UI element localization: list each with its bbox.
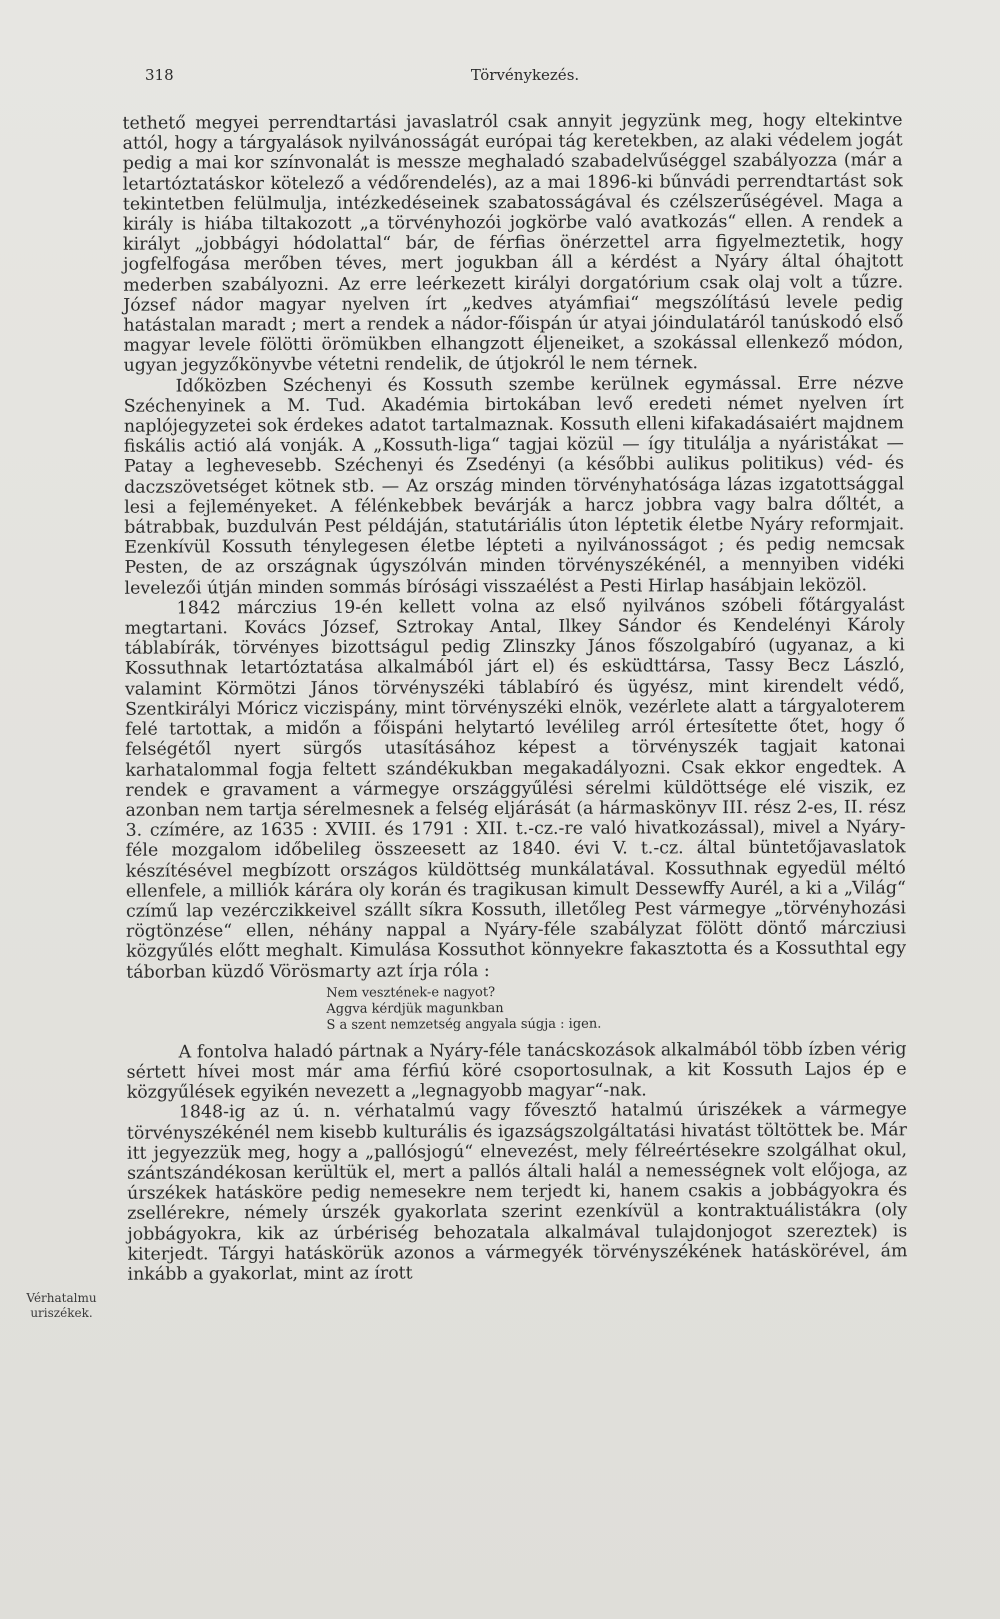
paragraph: tethető megyei perrendtartási javaslatról csak annyit jegyzünk meg, hogy eltekintve attól, hogy a tárgyalások nyilvánosságát európai tág keretekben, az alaki védelem jogát pedig a mai kor színvonalát is messze meghaladó szabadelvűséggel szabályozza (már a letartóztatáskor kötelező a védőrendelés), az a mai 1896-ki bűnvádi perrendtartást sok tekintetben felülmulja, intézkedéseinek szabatosságával és czélszerűségével. Maga a király is hiába tiltakozott „a törvényhozói jogkörbe való avatkozás“ ellen. A rendek a királyt „jobbágyi hódolattal“ bár, de férfias önérzettel arra figyelmeztetik, hogy jogfelfogása merőben téves, mert jogukban áll a kérdést a Nyáry által óhajtott mederben szabályozni. Az erre leérkezett királyi dorgatórium csak olaj volt a tűzre. József nádor magyar nyelven írt „kedves atyámfiai“ megszólítású levele pedig hatástalan maradt ; mert a rendek a nádor-főispán úr atyai jóindulatáról tanúskodó első magyar levele fölötti örömükben elhangzott éljeneiket, a szokással ellenkező módon, ugyan jegyzőkönyvbe vétetni rendelik, de útjokról le nem térnek. xyxy=(122,110,904,377)
verse-line: S a szent nemzetség angyala súgja : igen. xyxy=(326,1016,602,1033)
paragraph: 1842 márczius 19-én kellett volna az első nyilvános szóbeli főtárgyalást megtartani. Kovács József, Sztrokay Antal, Ilkey Sándor és Kendelényi Károly táblabírák, törvényes bizottságul pedig Zlinszky János főszolgabíró (ugyanaz, a ki Kossuthnak letartóztatása alkalmából járt el) és esküdttársa, Tassy Becz László, valamint Körmötzi János törvényszéki táblabíró és ügyész, mint kirendelt védő, Szentkirályi Móricz viczispány, mint törvényszéki elnök, vezérlete alatt a tárgyaloterem felé tartottak, a midőn a főispáni helytartó levélileg arról értesítette őtet, hogy ő felségétől nyert sürgős utasításához képest a törvényszék tagjait katonai karhatalommal fogja feltett szándékukban megakadályozni. Csak ekkor engedtek. A rendek e gravament a vármegye országgyűlési sérelmi küldöttsége elé viszik, ez azonban nem tartja sérelmesnek a felség eljárását (a hármaskönyv III. rész 2-es, II. rész 3. czímére, az 1635 : XVIII. és 1791 : XII. t.-cz.-re való hivatkozással), mivel a Nyáry-féle mozgalom időbelileg összeesett az 1840. évi V. t.-cz. által büntetőjavaslatok készítésével megbízott országos küldöttség munkálatával. Kossuthnak egyedül méltó ellenfele, a milliók kárára oly korán és tragikusan kimult Dessewffy Aurél, a ki a „Világ“ czímű lap vezérczikkeivel szállt síkra Kossuth, illetőleg Pest vármegye „törvényhozási rögtönzése“ ellen, néhány nappal a Nyáry-féle szabályzat fölött döntő márcziusi közgyűlés előtt meghalt. Kimulása Kossuthot könnyekre fakasztotta és a Kossuthtal egy táborban küzdő Vörösmarty azt írja róla : xyxy=(124,595,907,983)
page-header xyxy=(145,66,905,90)
paragraph: 1848-ig az ú. n. vérhatalmú vagy fővesztő hatalmú úriszékek a vármegye törvényszékénél nem kisebb kulturális és igazságszolgáltatási hivatást töltöttek be. Már itt jegyezzük meg, hogy a „pallósjogú“ elnevezést, mely félreértésekre szolgálhat okul, szántszándékosan kerültük el, mert a pallós általi halál a nemességnek volt előjoga, az úrszékek hatásköre pedig nemesekre nem terjedt ki, hanem csakis a jobbágyokra és zsellérekre, némely úrszék gyakorlata szerint ezenkívül a kontraktuálistákra (oly jobbágyokra, kik az úrbériség behozatala alkalmával tulajdonjogot szereztek) is kiterjedt. Tárgyi hatáskörük azonos a vármegyék törvényszékének hatáskörével, ám inkább a gyakorlat, mint az írott xyxy=(126,1099,908,1285)
verse-line: Aggva kérdjük magunkban xyxy=(326,1000,504,1017)
verse-quote xyxy=(326,983,906,1034)
paragraph: A fontolva haladó pártnak a Nyáry-féle tanácskozások alkalmából több ízben vérig sértett hívei most már ama férfiú köré csoportosulnak, a kit Kossuth Lajos ép e közgyűlések egyikén nevezett a „legnagyobb magyar“-nak. xyxy=(126,1039,907,1103)
running-title: Törvénykezés. xyxy=(470,66,580,84)
verse-line: Nem vesztének-e nagyot? xyxy=(326,984,496,1001)
page-number: 318 xyxy=(145,66,174,84)
margin-note: Vérhatalmu uriszékek. xyxy=(26,1291,97,1320)
body-text xyxy=(122,110,907,1285)
paragraph: Időközben Széchenyi és Kossuth szembe kerülnek egymással. Erre nézve Széchenyinek a M. Tud. Akadémia birtokában levő eredeti német nyelven írt naplójegyzetei sok érdekes adatot tartalmaznak. Kossuth elleni kifakadásaiért majdnem fiskális actió alá vonják. A „Kossuth-liga“ tagjai közül — így titulálja a nyáristákat — Patay a leghevesebb. Széchenyi és Zsedényi (a későbbi aulikus politikus) véd- és daczszövetséget kötnek stb. — Az ország minden törvényhatósága lázas izgatottsággal lesi a fejleményeket. A félénkebbek bevárják a harcz jobbra vagy balra dőltét, a bátrabbak, buzdulván Pest példáján, statutáriális úton léptetik életbe Nyáry reformjait. Ezenkívül Kossuth ténylegesen életbe lépteti a nyilvánosságot ; és pedig nemcsak Pesten, de az országnak úgyszólván minden törvényszékénél, a mennyiben vidéki levelezői útján minden sommás bírósági visszaélést a Pesti Hirlap hasábjain leközöl. xyxy=(123,372,905,599)
